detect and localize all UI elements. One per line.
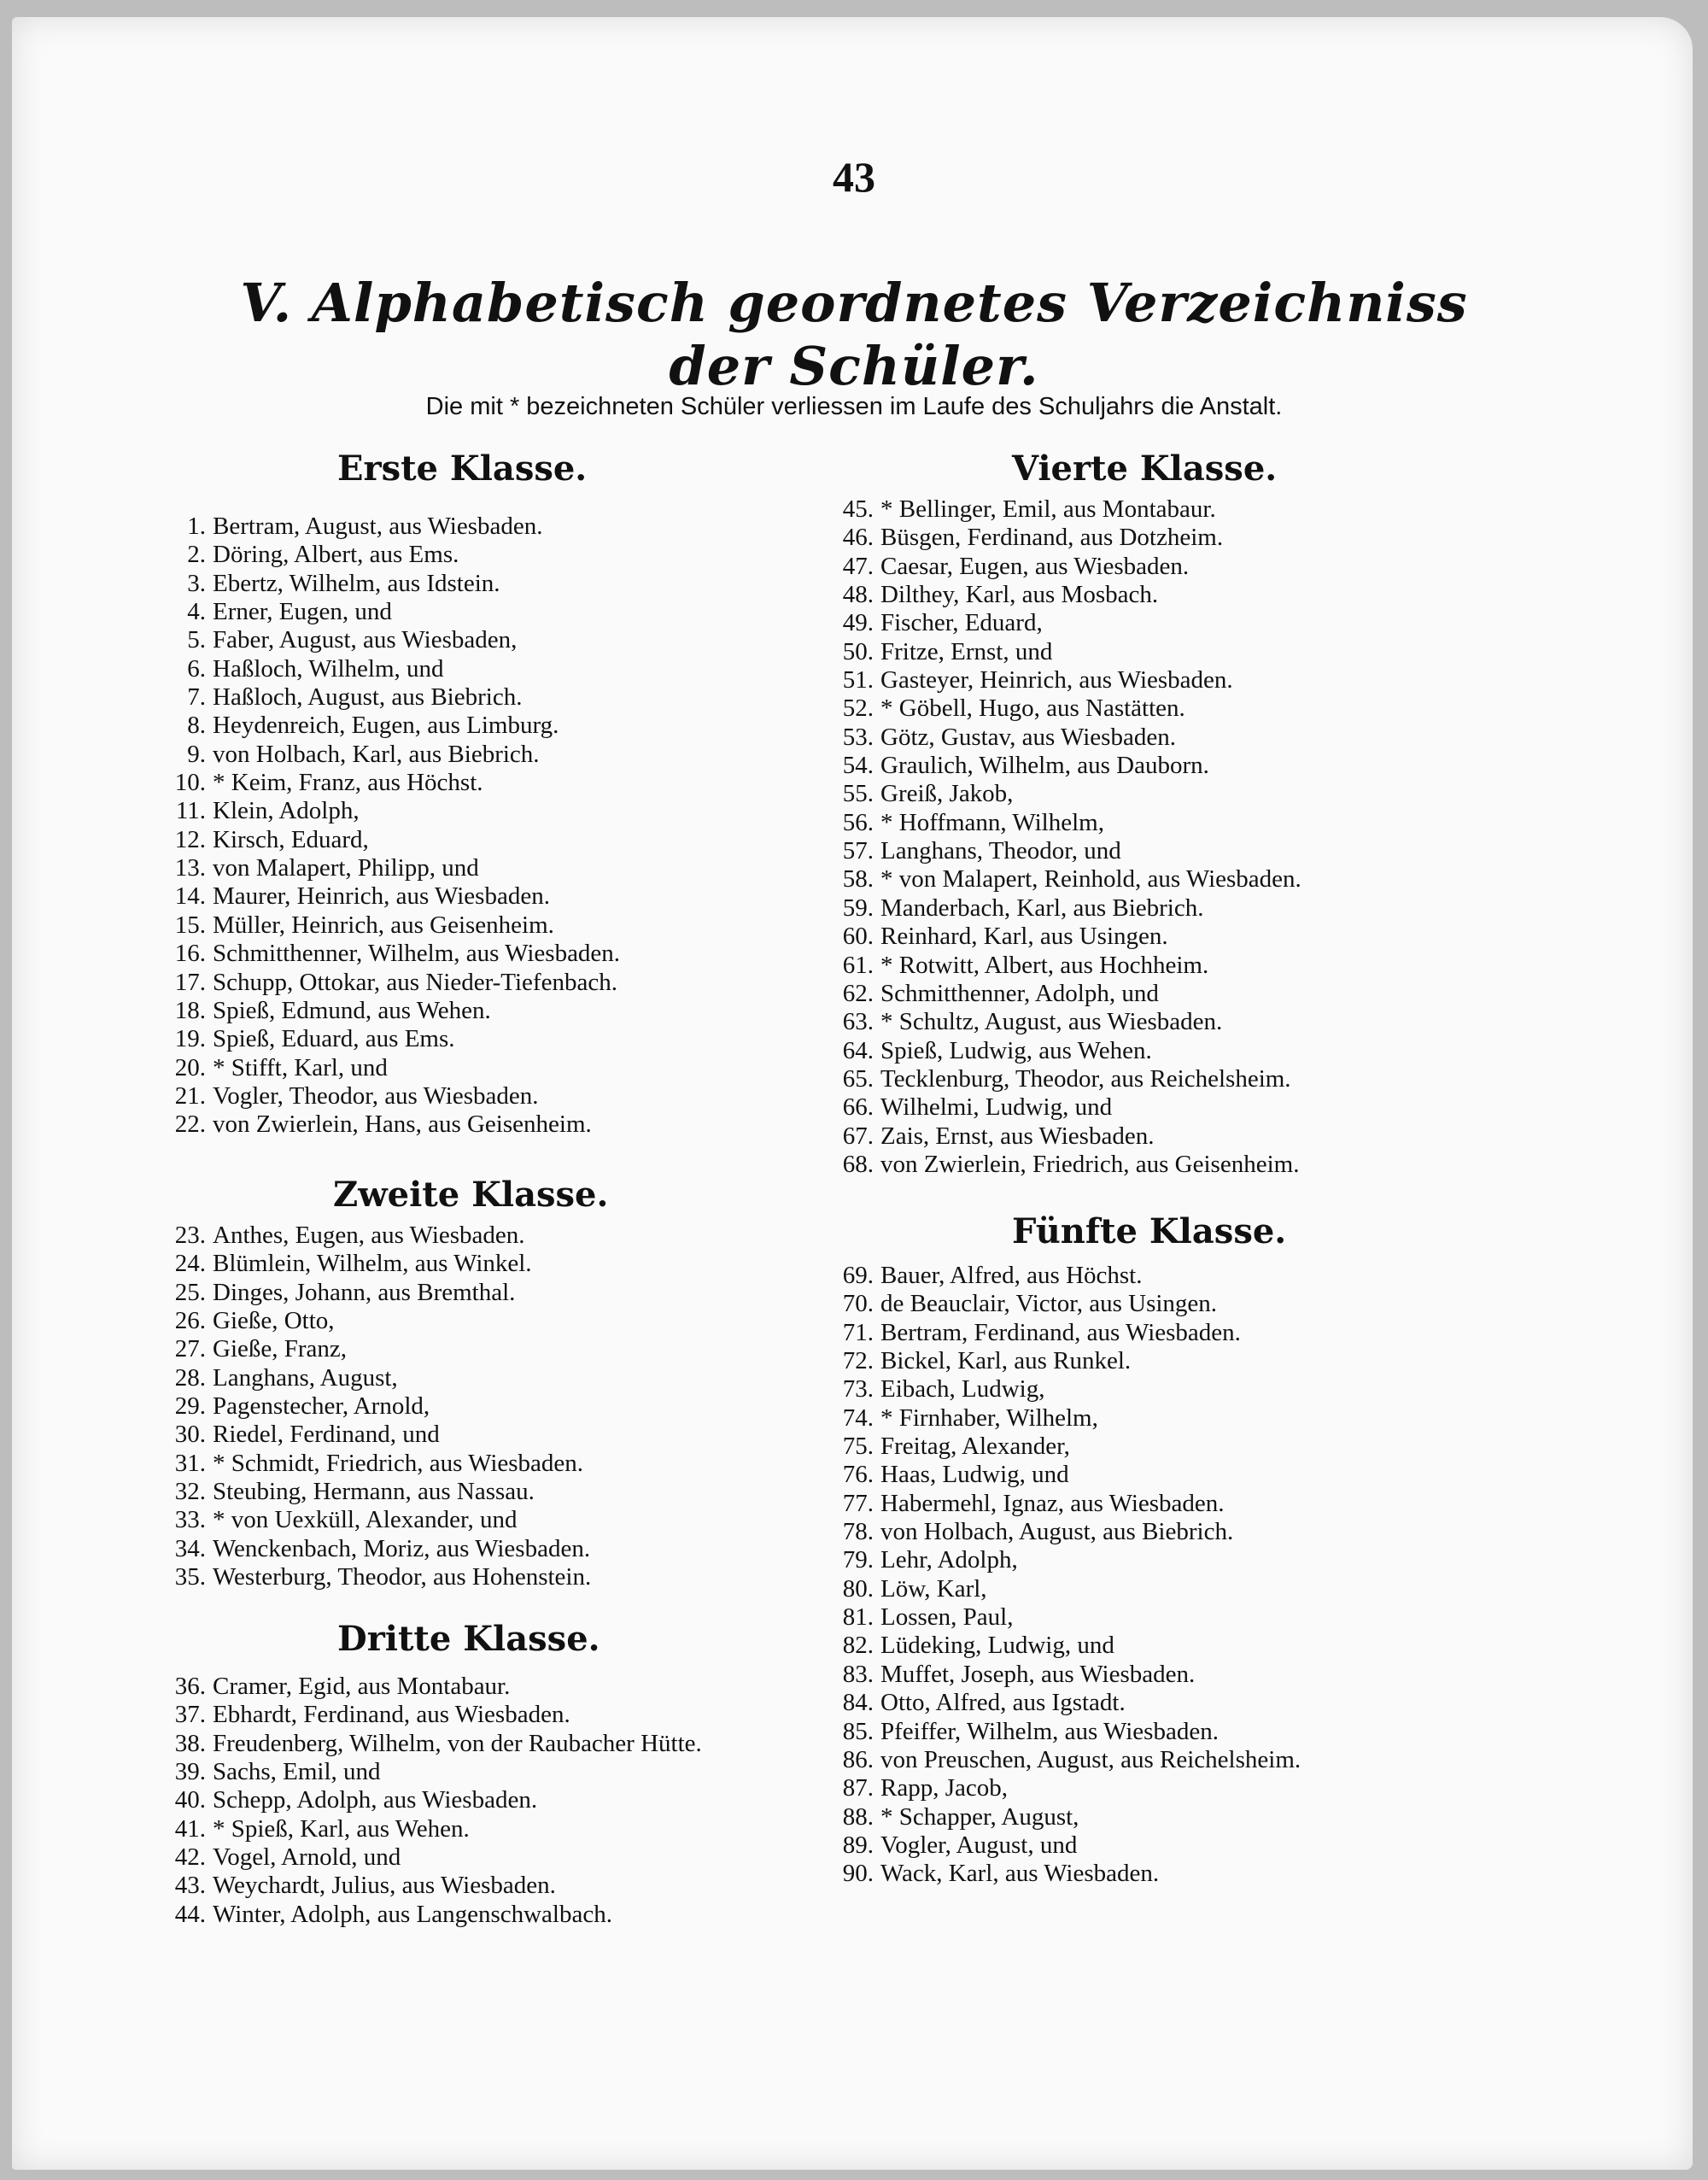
entry-number: 9. xyxy=(187,740,206,768)
student-name: Steubing, Hermann, aus Nassau. xyxy=(213,1478,535,1506)
entry-number: 49. xyxy=(842,609,874,637)
entry-number: 19. xyxy=(174,1025,206,1053)
student-name: Klein, Adolph, xyxy=(213,797,360,825)
student-entry xyxy=(139,1364,591,1392)
student-entry xyxy=(139,1701,702,1729)
student-name: Langhans, August, xyxy=(213,1363,398,1392)
student-name: Pagenstecher, Arnold, xyxy=(213,1392,430,1421)
entry-number: 79. xyxy=(842,1546,874,1574)
student-entry xyxy=(139,1250,591,1278)
entry-number: 20. xyxy=(174,1053,206,1081)
entry-number: 42. xyxy=(174,1843,206,1872)
entry-number: 61. xyxy=(842,951,874,979)
student-name: * Rotwitt, Albert, aus Hochheim. xyxy=(880,951,1209,979)
student-name: * Göbell, Hugo, aus Nastätten. xyxy=(880,694,1185,723)
student-entry xyxy=(139,1054,620,1082)
entry-number: 24. xyxy=(174,1250,206,1278)
entry-number: 26. xyxy=(174,1307,206,1335)
student-entry xyxy=(139,1563,591,1591)
student-name: von Zwierlein, Hans, aus Geisenheim. xyxy=(213,1111,592,1139)
student-entry xyxy=(139,882,620,911)
student-name: Dilthey, Karl, aus Mosbach. xyxy=(880,581,1159,609)
student-name: Greiß, Jakob, xyxy=(880,780,1014,808)
student-name: Wack, Karl, aus Wiesbaden. xyxy=(880,1860,1160,1888)
student-entry xyxy=(807,865,1301,894)
list-dritte-klasse xyxy=(139,1673,702,1929)
student-name: Wenckenbach, Moriz, aus Wiesbaden. xyxy=(213,1534,591,1562)
student-entry xyxy=(807,1718,1301,1746)
student-name: Habermehl, Ignaz, aus Wiesbaden. xyxy=(880,1489,1225,1517)
student-name: * Schmidt, Friedrich, aus Wiesbaden. xyxy=(213,1449,584,1477)
entry-number: 1. xyxy=(187,513,206,540)
student-name: Bauer, Alfred, aus Höchst. xyxy=(880,1262,1143,1289)
student-entry xyxy=(139,1279,591,1307)
student-entry xyxy=(807,1008,1301,1036)
student-entry xyxy=(139,1535,591,1563)
student-entry xyxy=(139,797,620,825)
student-entry xyxy=(139,1901,702,1929)
heading-zweite-klasse: Zweite Klasse. xyxy=(333,1175,609,1215)
entry-number: 14. xyxy=(174,882,206,911)
entry-number: 52. xyxy=(842,694,874,723)
student-entry xyxy=(807,1546,1301,1574)
entry-number: 23. xyxy=(174,1222,206,1249)
student-name: Rapp, Jacob, xyxy=(880,1774,1008,1802)
entry-number: 80. xyxy=(842,1574,874,1603)
entry-number: 47. xyxy=(842,552,874,580)
student-entry xyxy=(807,694,1301,723)
student-name: Sachs, Emil, und xyxy=(213,1758,381,1786)
student-name: de Beauclair, Victor, aus Usingen. xyxy=(880,1290,1218,1318)
student-entry xyxy=(807,1290,1301,1318)
student-name: Eibach, Ludwig, xyxy=(880,1375,1045,1404)
entry-number: 18. xyxy=(174,996,206,1024)
student-name: * Schultz, August, aus Wiesbaden. xyxy=(880,1008,1223,1036)
student-entry xyxy=(807,1037,1301,1065)
entry-number: 67. xyxy=(842,1122,874,1150)
entry-number: 35. xyxy=(174,1563,206,1591)
entry-number: 58. xyxy=(842,865,874,894)
page-number: 43 xyxy=(833,153,875,201)
entry-number: 78. xyxy=(842,1518,874,1546)
student-entry xyxy=(807,809,1301,837)
entry-number: 70. xyxy=(842,1290,874,1318)
entry-number: 40. xyxy=(174,1786,206,1814)
entry-number: 11. xyxy=(175,797,206,825)
student-entry xyxy=(807,1347,1301,1375)
student-entry xyxy=(139,1506,591,1534)
heading-vierte-klasse: Vierte Klasse. xyxy=(1012,448,1278,489)
entry-number: 17. xyxy=(174,968,206,996)
entry-number: 37. xyxy=(174,1701,206,1729)
student-entry xyxy=(807,1746,1301,1774)
student-entry xyxy=(807,609,1301,637)
list-erste-klasse xyxy=(139,513,620,1140)
student-entry xyxy=(139,769,620,797)
student-entry xyxy=(139,513,620,541)
student-entry xyxy=(139,1111,620,1139)
entry-number: 59. xyxy=(842,894,874,922)
student-entry xyxy=(139,1815,702,1843)
entry-number: 65. xyxy=(842,1064,874,1093)
student-name: Götz, Gustav, aus Wiesbaden. xyxy=(880,723,1176,751)
student-entry xyxy=(807,1803,1301,1831)
student-entry xyxy=(139,1872,702,1900)
student-name: Riedel, Ferdinand, und xyxy=(213,1421,440,1449)
student-entry xyxy=(139,1673,702,1701)
student-entry xyxy=(139,683,620,712)
student-name: * Bellinger, Emil, aus Montabaur. xyxy=(880,495,1216,523)
student-entry xyxy=(139,655,620,683)
entry-number: 3. xyxy=(187,569,206,597)
student-name: Löw, Karl, xyxy=(880,1574,987,1603)
student-name: Ebhardt, Ferdinand, aus Wiesbaden. xyxy=(213,1701,570,1729)
student-name: Lehr, Adolph, xyxy=(880,1546,1018,1574)
student-entry xyxy=(807,553,1301,581)
entry-number: 54. xyxy=(842,752,874,780)
entry-number: 69. xyxy=(842,1262,874,1289)
list-vierte-klasse xyxy=(807,495,1301,1179)
entry-number: 66. xyxy=(842,1093,874,1122)
student-name: * Schapper, August, xyxy=(880,1802,1079,1831)
student-name: Vogel, Arnold, und xyxy=(213,1843,401,1872)
student-entry xyxy=(139,969,620,997)
heading-dritte-klasse: Dritte Klasse. xyxy=(337,1619,600,1659)
student-name: Muffet, Joseph, aus Wiesbaden. xyxy=(880,1660,1196,1688)
student-name: Bertram, August, aus Wiesbaden. xyxy=(213,513,543,540)
entry-number: 33. xyxy=(174,1506,206,1534)
entry-number: 76. xyxy=(842,1461,874,1489)
student-name: Bertram, Ferdinand, aus Wiesbaden. xyxy=(880,1318,1241,1346)
section-title-line1: V. Alphabetisch geordnetes Verzeichniss xyxy=(240,272,1468,334)
entry-number: 46. xyxy=(842,524,874,552)
student-name: Otto, Alfred, aus Igstadt. xyxy=(880,1689,1126,1717)
student-name: Reinhard, Karl, aus Usingen. xyxy=(880,923,1168,951)
student-entry xyxy=(807,1661,1301,1689)
student-name: * Firnhaber, Wilhelm, xyxy=(880,1404,1098,1432)
entry-number: 62. xyxy=(842,979,874,1007)
student-entry xyxy=(807,1490,1301,1518)
student-name: Caesar, Eugen, aus Wiesbaden. xyxy=(880,552,1190,580)
entry-number: 83. xyxy=(842,1660,874,1688)
entry-number: 81. xyxy=(842,1603,874,1632)
student-name: Faber, August, aus Wiesbaden, xyxy=(213,626,518,654)
entry-number: 43. xyxy=(174,1872,206,1900)
entry-number: 25. xyxy=(174,1278,206,1306)
entry-number: 15. xyxy=(174,911,206,939)
entry-number: 88. xyxy=(842,1802,874,1831)
entry-number: 75. xyxy=(842,1433,874,1461)
student-entry xyxy=(807,1575,1301,1603)
student-entry xyxy=(139,1335,591,1363)
student-entry xyxy=(139,598,620,626)
entry-number: 73. xyxy=(842,1375,874,1404)
student-entry xyxy=(139,1082,620,1111)
entry-number: 48. xyxy=(842,581,874,609)
student-name: von Malapert, Philipp, und xyxy=(213,854,479,882)
entry-number: 28. xyxy=(174,1363,206,1392)
student-entry xyxy=(807,1632,1301,1660)
student-name: * Spieß, Karl, aus Wehen. xyxy=(213,1814,470,1843)
student-entry xyxy=(807,1860,1301,1888)
student-name: Spieß, Ludwig, aus Wehen. xyxy=(880,1036,1152,1064)
student-entry xyxy=(807,894,1301,923)
entry-number: 8. xyxy=(187,712,206,740)
student-name: Fischer, Eduard, xyxy=(880,609,1043,637)
student-entry xyxy=(139,911,620,940)
entry-number: 82. xyxy=(842,1632,874,1660)
student-entry xyxy=(139,1450,591,1478)
student-name: von Holbach, Karl, aus Biebrich. xyxy=(213,740,540,768)
student-name: Kirsch, Eduard, xyxy=(213,825,369,853)
student-name: Heydenreich, Eugen, aus Limburg. xyxy=(213,712,559,740)
entry-number: 87. xyxy=(842,1774,874,1802)
entry-number: 13. xyxy=(174,854,206,882)
student-entry xyxy=(807,1689,1301,1717)
student-entry xyxy=(807,752,1301,780)
student-name: Langhans, Theodor, und xyxy=(880,837,1121,865)
entry-number: 84. xyxy=(842,1689,874,1717)
entry-number: 77. xyxy=(842,1489,874,1517)
entry-number: 64. xyxy=(842,1036,874,1064)
student-entry xyxy=(807,724,1301,752)
entry-number: 85. xyxy=(842,1717,874,1745)
student-name: Gieße, Otto, xyxy=(213,1307,335,1335)
student-name: von Holbach, August, aus Biebrich. xyxy=(880,1518,1234,1546)
student-name: Freudenberg, Wilhelm, von der Raubacher Hütte. xyxy=(213,1729,702,1757)
entry-number: 29. xyxy=(174,1392,206,1421)
student-entry xyxy=(807,1774,1301,1802)
student-entry xyxy=(807,1262,1301,1290)
student-entry xyxy=(139,1222,591,1250)
entry-number: 53. xyxy=(842,723,874,751)
entry-number: 89. xyxy=(842,1831,874,1859)
student-entry xyxy=(139,541,620,569)
student-entry xyxy=(807,1319,1301,1347)
student-name: Vogler, Theodor, aus Wiesbaden. xyxy=(213,1081,539,1110)
entry-number: 36. xyxy=(174,1673,206,1700)
student-entry xyxy=(139,1786,702,1814)
entry-number: 74. xyxy=(842,1404,874,1432)
entry-number: 86. xyxy=(842,1745,874,1773)
student-entry xyxy=(139,854,620,882)
student-entry xyxy=(807,1093,1301,1122)
student-name: Zais, Ernst, aus Wiesbaden. xyxy=(880,1122,1155,1150)
student-entry xyxy=(139,1421,591,1449)
student-name: Vogler, August, und xyxy=(880,1831,1078,1859)
student-entry xyxy=(139,1758,702,1786)
student-name: Winter, Adolph, aus Langenschwalbach. xyxy=(213,1900,612,1928)
student-name: Döring, Albert, aus Ems. xyxy=(213,541,459,569)
entry-number: 30. xyxy=(174,1421,206,1449)
entry-number: 90. xyxy=(842,1860,874,1888)
student-name: Graulich, Wilhelm, aus Dauborn. xyxy=(880,752,1209,780)
student-entry xyxy=(807,1404,1301,1433)
student-name: * von Malapert, Reinhold, aus Wiesbaden. xyxy=(880,865,1301,894)
student-name: Erner, Eugen, und xyxy=(213,598,392,626)
student-name: * Stifft, Karl, und xyxy=(213,1053,388,1081)
student-name: Ebertz, Wilhelm, aus Idstein. xyxy=(213,569,500,597)
student-name: Schmitthenner, Adolph, und xyxy=(880,979,1159,1007)
list-zweite-klasse xyxy=(139,1222,591,1591)
student-name: Tecklenburg, Theodor, aus Reichelsheim. xyxy=(880,1064,1291,1093)
student-name: Wilhelmi, Ludwig, und xyxy=(880,1093,1113,1122)
heading-fuenfte-klasse: Fünfte Klasse. xyxy=(1012,1211,1287,1251)
entry-number: 50. xyxy=(842,637,874,665)
student-name: Weychardt, Julius, aus Wiesbaden. xyxy=(213,1872,556,1900)
student-entry xyxy=(139,626,620,654)
student-name: Schmitthenner, Wilhelm, aus Wiesbaden. xyxy=(213,940,621,968)
entry-number: 51. xyxy=(842,666,874,694)
student-entry xyxy=(807,780,1301,808)
student-entry xyxy=(807,1433,1301,1461)
student-entry xyxy=(807,923,1301,951)
list-fuenfte-klasse xyxy=(807,1262,1301,1889)
student-entry xyxy=(139,1478,591,1506)
entry-number: 55. xyxy=(842,780,874,808)
student-name: Spieß, Eduard, aus Ems. xyxy=(213,1025,455,1053)
student-name: Schupp, Ottokar, aus Nieder-Tiefenbach. xyxy=(213,968,617,996)
student-entry xyxy=(807,1065,1301,1093)
student-name: * Hoffmann, Wilhelm, xyxy=(880,808,1104,836)
student-name: Dinges, Johann, aus Bremthal. xyxy=(213,1278,516,1306)
student-entry xyxy=(807,837,1301,865)
entry-number: 38. xyxy=(174,1729,206,1757)
student-name: Lossen, Paul, xyxy=(880,1603,1014,1632)
entry-number: 12. xyxy=(174,825,206,853)
entry-number: 32. xyxy=(174,1478,206,1506)
student-name: Fritze, Ernst, und xyxy=(880,637,1053,665)
entry-number: 41. xyxy=(174,1814,206,1843)
student-entry xyxy=(139,1307,591,1335)
student-name: von Preuschen, August, aus Reichelsheim. xyxy=(880,1745,1301,1773)
student-entry xyxy=(807,1603,1301,1632)
student-entry xyxy=(139,940,620,968)
student-entry xyxy=(807,1831,1301,1860)
entry-number: 22. xyxy=(174,1111,206,1139)
student-entry xyxy=(807,638,1301,666)
student-name: Bickel, Karl, aus Runkel. xyxy=(880,1347,1132,1375)
entry-number: 6. xyxy=(187,654,206,683)
student-name: Lüdeking, Ludwig, und xyxy=(880,1632,1114,1660)
student-name: Cramer, Egid, aus Montabaur. xyxy=(213,1673,511,1700)
entry-number: 34. xyxy=(174,1534,206,1562)
entry-number: 44. xyxy=(174,1900,206,1928)
student-entry xyxy=(139,570,620,598)
entry-number: 68. xyxy=(842,1150,874,1178)
entry-number: 7. xyxy=(187,683,206,712)
student-name: Westerburg, Theodor, aus Hohenstein. xyxy=(213,1563,592,1591)
entry-number: 31. xyxy=(174,1449,206,1477)
student-name: Maurer, Heinrich, aus Wiesbaden. xyxy=(213,882,550,911)
section-title-line2: der Schüler. xyxy=(669,335,1039,397)
student-entry xyxy=(139,1392,591,1421)
entry-number: 71. xyxy=(842,1318,874,1346)
student-entry xyxy=(807,1375,1301,1404)
student-name: Müller, Heinrich, aus Geisenheim. xyxy=(213,911,554,939)
student-entry xyxy=(807,581,1301,609)
student-name: Anthes, Eugen, aus Wiesbaden. xyxy=(213,1222,525,1249)
student-name: * von Uexküll, Alexander, und xyxy=(213,1506,518,1534)
student-name: * Keim, Franz, aus Höchst. xyxy=(213,769,483,797)
student-name: Spieß, Edmund, aus Wehen. xyxy=(213,996,491,1024)
student-entry xyxy=(139,741,620,769)
entry-number: 2. xyxy=(187,541,206,569)
entry-number: 39. xyxy=(174,1758,206,1786)
student-entry xyxy=(807,1518,1301,1546)
student-entry xyxy=(807,1151,1301,1179)
entry-number: 16. xyxy=(174,940,206,968)
student-entry xyxy=(807,1122,1301,1151)
student-name: Gasteyer, Heinrich, aus Wiesbaden. xyxy=(880,666,1233,694)
entry-number: 56. xyxy=(842,808,874,836)
student-name: Haßloch, Wilhelm, und xyxy=(213,654,444,683)
entry-number: 5. xyxy=(187,626,206,654)
entry-number: 21. xyxy=(174,1081,206,1110)
student-name: Schepp, Adolph, aus Wiesbaden. xyxy=(213,1786,538,1814)
student-name: Gieße, Franz, xyxy=(213,1335,348,1363)
student-name: Haas, Ludwig, und xyxy=(880,1461,1069,1489)
student-name: Haßloch, August, aus Biebrich. xyxy=(213,683,523,712)
entry-number: 10. xyxy=(174,769,206,797)
student-entry xyxy=(139,1025,620,1053)
entry-number: 72. xyxy=(842,1347,874,1375)
student-entry xyxy=(807,666,1301,694)
entry-number: 4. xyxy=(187,598,206,626)
student-entry xyxy=(807,980,1301,1008)
student-entry xyxy=(807,495,1301,524)
subtitle-note: Die mit * bezeichneten Schüler verliessen im Laufe des Schuljahrs die Anstalt. xyxy=(425,393,1283,420)
student-name: Freitag, Alexander, xyxy=(880,1433,1070,1461)
student-entry xyxy=(139,997,620,1025)
heading-erste-klasse: Erste Klasse. xyxy=(337,448,588,489)
entry-number: 60. xyxy=(842,923,874,951)
entry-number: 63. xyxy=(842,1008,874,1036)
student-entry xyxy=(807,1461,1301,1489)
entry-number: 57. xyxy=(842,837,874,865)
student-entry xyxy=(139,712,620,740)
student-entry xyxy=(139,1843,702,1872)
student-name: Büsgen, Ferdinand, aus Dotzheim. xyxy=(880,524,1224,552)
student-name: Pfeiffer, Wilhelm, aus Wiesbaden. xyxy=(880,1717,1219,1745)
student-name: von Zwierlein, Friedrich, aus Geisenheim. xyxy=(880,1150,1300,1178)
entry-number: 27. xyxy=(174,1335,206,1363)
student-entry xyxy=(807,524,1301,552)
student-entry xyxy=(139,826,620,854)
entry-number: 45. xyxy=(842,495,874,523)
student-entry xyxy=(139,1730,702,1758)
student-name: Blümlein, Wilhelm, aus Winkel. xyxy=(213,1250,532,1278)
student-entry xyxy=(807,952,1301,980)
student-name: Manderbach, Karl, aus Biebrich. xyxy=(880,894,1204,922)
